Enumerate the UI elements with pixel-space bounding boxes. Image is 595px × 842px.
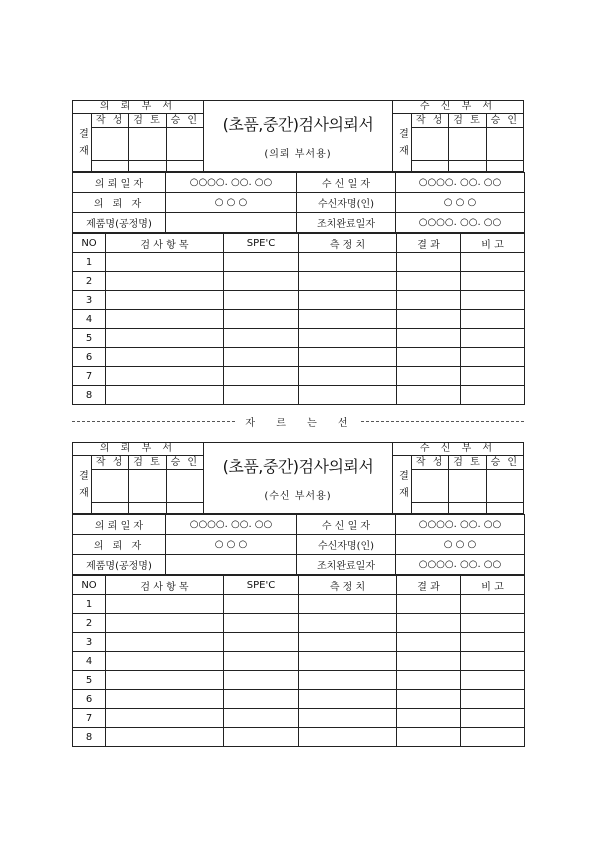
table-row bbox=[73, 728, 525, 747]
table-row bbox=[73, 652, 525, 671]
receive-date-value[interactable]: ○○○○. ○○. ○○ bbox=[396, 515, 525, 535]
table-row bbox=[73, 367, 525, 386]
completion-date-value[interactable]: ○○○○. ○○. ○○ bbox=[396, 213, 525, 233]
completion-date-value[interactable]: ○○○○. ○○. ○○ bbox=[396, 555, 525, 575]
sign-date-box[interactable] bbox=[487, 503, 523, 513]
cut-line-label: 자 르 는 선 bbox=[245, 417, 357, 429]
form-subtitle: (의뢰 부서용) bbox=[264, 149, 332, 160]
product-value[interactable] bbox=[166, 555, 297, 575]
sign-date-box[interactable] bbox=[449, 503, 486, 513]
row-number: 3 bbox=[73, 291, 106, 310]
col-header-measured: 측 정 치 bbox=[299, 576, 397, 595]
row-number: 2 bbox=[73, 614, 106, 633]
col-header-result: 결 과 bbox=[397, 576, 461, 595]
product-value[interactable] bbox=[166, 213, 297, 233]
approval-col-writer: 작 성 bbox=[412, 456, 449, 469]
row-number: 8 bbox=[73, 386, 106, 405]
sign-date-box[interactable] bbox=[167, 503, 203, 513]
info-table bbox=[72, 514, 525, 575]
row-number: 1 bbox=[73, 253, 106, 272]
sign-date-box[interactable] bbox=[412, 503, 449, 513]
row-number: 5 bbox=[73, 329, 106, 348]
request-date-value[interactable]: ○○○○. ○○. ○○ bbox=[166, 515, 297, 535]
cut-line-dash bbox=[72, 421, 235, 422]
sign-date-box[interactable] bbox=[129, 161, 166, 171]
row-number: 8 bbox=[73, 728, 106, 747]
row-number: 3 bbox=[73, 633, 106, 652]
sign-date-box[interactable] bbox=[129, 503, 166, 513]
row-number: 7 bbox=[73, 367, 106, 386]
row-number: 6 bbox=[73, 348, 106, 367]
request-dept-approval bbox=[73, 443, 204, 513]
signature-box[interactable] bbox=[167, 470, 203, 502]
request-dept-label: 의 뢰 부 서 bbox=[73, 101, 203, 114]
requester-label: 의 뢰 자 bbox=[73, 193, 166, 213]
col-header-no: NO bbox=[73, 576, 106, 595]
approval-col-approver: 승 인 bbox=[490, 115, 520, 126]
sign-date-box[interactable] bbox=[412, 161, 449, 171]
requester-label: 의 뢰 자 bbox=[73, 535, 166, 555]
receiver-label: 수신자명(인) bbox=[297, 535, 396, 555]
col-header-no: NO bbox=[73, 234, 106, 253]
requester-value[interactable]: ○ ○ ○ bbox=[166, 535, 297, 555]
table-row bbox=[73, 329, 525, 348]
row-number: 1 bbox=[73, 595, 106, 614]
receiver-label: 수신자명(인) bbox=[297, 193, 396, 213]
form-header bbox=[72, 100, 524, 172]
completion-date-label: 조치완료일자 bbox=[297, 213, 396, 233]
form-title: (초품,중간)검사의뢰서 bbox=[222, 115, 374, 134]
approval-col-writer: 작 성 bbox=[412, 114, 449, 127]
cut-line-dash bbox=[361, 421, 524, 422]
signature-box[interactable] bbox=[449, 128, 486, 160]
receive-dept-label: 수 신 부 서 bbox=[393, 443, 523, 456]
table-row bbox=[73, 633, 525, 652]
title-block bbox=[204, 101, 392, 171]
signature-box[interactable] bbox=[487, 128, 523, 160]
form-title: (초품,중간)검사의뢰서 bbox=[222, 457, 374, 476]
approval-col-reviewer: 검 토 bbox=[129, 114, 166, 127]
approval-side-label: 결 재 bbox=[73, 114, 92, 171]
receive-date-label: 수 신 일 자 bbox=[297, 173, 396, 193]
table-row bbox=[73, 690, 525, 709]
product-label: 제품명(공정명) bbox=[73, 213, 166, 233]
approval-col-reviewer: 검 토 bbox=[129, 456, 166, 469]
table-row bbox=[73, 614, 525, 633]
signature-box[interactable] bbox=[487, 470, 523, 502]
row-number: 5 bbox=[73, 671, 106, 690]
row-number: 7 bbox=[73, 709, 106, 728]
approval-col-reviewer: 검 토 bbox=[449, 456, 486, 469]
inspection-items-table bbox=[72, 233, 525, 405]
request-date-label: 의 뢰 일 자 bbox=[73, 173, 166, 193]
signature-box[interactable] bbox=[92, 470, 129, 502]
col-header-item: 검 사 항 목 bbox=[106, 576, 224, 595]
row-number: 6 bbox=[73, 690, 106, 709]
row-number: 4 bbox=[73, 310, 106, 329]
sign-date-box[interactable] bbox=[92, 161, 129, 171]
receive-dept-label: 수 신 부 서 bbox=[393, 101, 523, 114]
signature-box[interactable] bbox=[167, 128, 203, 160]
signature-box[interactable] bbox=[92, 128, 129, 160]
signature-box[interactable] bbox=[449, 470, 486, 502]
info-table bbox=[72, 172, 525, 233]
table-row bbox=[73, 253, 525, 272]
inspection-items-table bbox=[72, 575, 525, 747]
inspection-request-form-requester-copy bbox=[72, 100, 524, 405]
request-dept-approval bbox=[73, 101, 204, 171]
form-subtitle: (수신 부서용) bbox=[264, 491, 332, 502]
cut-line bbox=[72, 414, 524, 428]
request-dept-label: 의 뢰 부 서 bbox=[73, 443, 203, 456]
approval-side-label: 결 재 bbox=[393, 114, 412, 171]
signature-box[interactable] bbox=[129, 470, 166, 502]
sign-date-box[interactable] bbox=[449, 161, 486, 171]
signature-box[interactable] bbox=[129, 128, 166, 160]
completion-date-label: 조치완료일자 bbox=[297, 555, 396, 575]
approval-col-approver: 승 인 bbox=[170, 457, 200, 468]
table-row bbox=[73, 595, 525, 614]
receiver-value[interactable]: ○ ○ ○ bbox=[396, 193, 525, 213]
requester-value[interactable]: ○ ○ ○ bbox=[166, 193, 297, 213]
signature-box[interactable] bbox=[412, 470, 449, 502]
inspection-request-form-receiver-copy bbox=[72, 442, 524, 747]
request-date-value[interactable]: ○○○○. ○○. ○○ bbox=[166, 173, 297, 193]
row-number: 4 bbox=[73, 652, 106, 671]
table-row bbox=[73, 348, 525, 367]
approval-side-label: 결 재 bbox=[393, 456, 412, 513]
request-date-label: 의 뢰 일 자 bbox=[73, 515, 166, 535]
row-number: 2 bbox=[73, 272, 106, 291]
col-header-spec: SPE'C bbox=[224, 234, 299, 253]
approval-col-approver: 승 인 bbox=[170, 115, 200, 126]
table-row bbox=[73, 272, 525, 291]
col-header-spec: SPE'C bbox=[224, 576, 299, 595]
sign-date-box[interactable] bbox=[487, 161, 523, 171]
receive-date-value[interactable]: ○○○○. ○○. ○○ bbox=[396, 173, 525, 193]
receive-date-label: 수 신 일 자 bbox=[297, 515, 396, 535]
col-header-result: 결 과 bbox=[397, 234, 461, 253]
table-row bbox=[73, 671, 525, 690]
approval-col-writer: 작 성 bbox=[92, 114, 129, 127]
sign-date-box[interactable] bbox=[167, 161, 203, 171]
col-header-item: 검 사 항 목 bbox=[106, 234, 224, 253]
title-block bbox=[204, 443, 392, 513]
product-label: 제품명(공정명) bbox=[73, 555, 166, 575]
table-row bbox=[73, 291, 525, 310]
approval-col-reviewer: 검 토 bbox=[449, 114, 486, 127]
approval-col-approver: 승 인 bbox=[490, 457, 520, 468]
receive-dept-approval bbox=[392, 101, 523, 171]
col-header-measured: 측 정 치 bbox=[299, 234, 397, 253]
col-header-remark: 비 고 bbox=[461, 234, 525, 253]
sign-date-box[interactable] bbox=[92, 503, 129, 513]
signature-box[interactable] bbox=[412, 128, 449, 160]
table-row bbox=[73, 709, 525, 728]
approval-side-label: 결 재 bbox=[73, 456, 92, 513]
receiver-value[interactable]: ○ ○ ○ bbox=[396, 535, 525, 555]
col-header-remark: 비 고 bbox=[461, 576, 525, 595]
approval-col-writer: 작 성 bbox=[92, 456, 129, 469]
receive-dept-approval bbox=[392, 443, 523, 513]
form-header bbox=[72, 442, 524, 514]
table-row bbox=[73, 310, 525, 329]
table-row bbox=[73, 386, 525, 405]
